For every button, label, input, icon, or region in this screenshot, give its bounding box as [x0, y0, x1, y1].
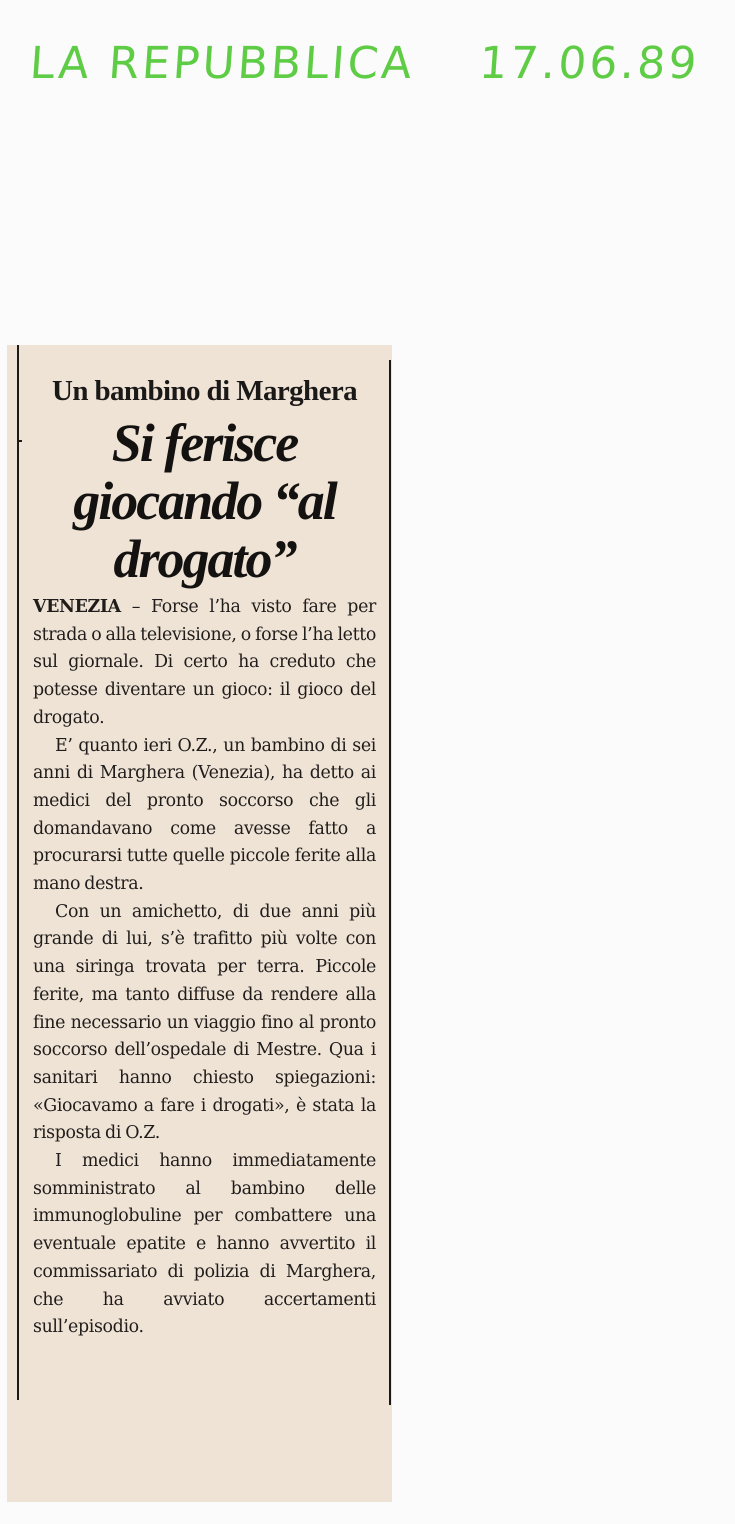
- annotation-date: 17.06.89: [477, 38, 702, 89]
- handwritten-annotation: [28, 38, 701, 89]
- paragraph-3: Con un amichetto, di due anni più grande di lui, s’è trafitto più volte con una siringa trovata per terra. Piccole ferite, ma tanto diffuse da rendere alla fine necessario un viaggio fino al pronto soccorso dell’ospedale di Mestre. Qua i sanitari hanno chiesto spiegazioni: «Giocavamo a fare i drogati», è stata la risposta di O.Z.: [33, 901, 376, 1144]
- paragraph-4: I medici hanno immediatamente somministrato al bambino delle immunoglobuline per combattere una eventuale epatite e hanno avvertito il commissariato di polizia di Marghera, che ha avviato accertamenti sull’episodio.: [33, 1151, 376, 1338]
- column-rule-tick: [17, 440, 22, 442]
- paragraph-1-text: – Forse l’ha visto fare per strada o alla televisione, o forse l’ha letto sul giornale. Di certo ha creduto che potesse diventare un gioco: il gioco del drogato.: [33, 597, 376, 728]
- dateline: VENEZIA: [33, 597, 121, 617]
- column-rule-right: [389, 360, 391, 1405]
- article-kicker: Un bambino di Marghera: [51, 375, 358, 407]
- article-headline: Si ferisce giocando “al drogato”: [73, 413, 336, 589]
- article: [33, 375, 376, 1342]
- column-rule-left: [17, 345, 19, 1400]
- article-body: [33, 594, 376, 1342]
- newspaper-clipping: [7, 345, 392, 1502]
- paragraph-1: [33, 594, 376, 733]
- annotation-source: LA REPUBBLICA: [28, 38, 417, 89]
- paragraph-2: E’ quanto ieri O.Z., un bambino di sei anni di Marghera (Venezia), ha detto ai medici del pronto soccorso che gli domandavano come avesse fatto a procurarsi tutte quelle piccole ferite alla mano destra.: [33, 735, 376, 895]
